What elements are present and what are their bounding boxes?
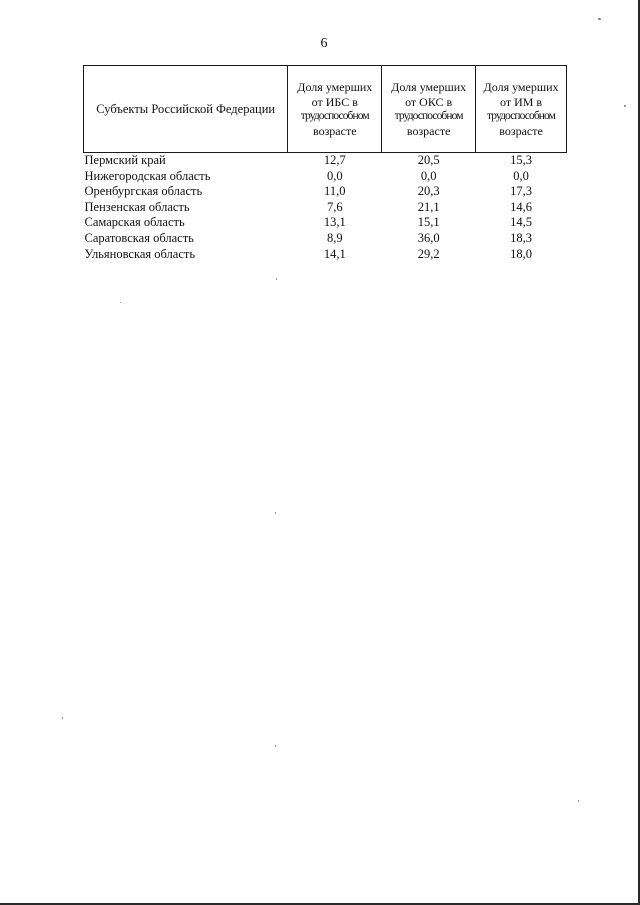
- ibs-cell: 14,1: [323, 246, 346, 261]
- scan-speck: [598, 18, 601, 20]
- oks-cell: 20,3: [417, 184, 440, 199]
- header-line: от ИМ в: [499, 94, 543, 109]
- oks-cell: 0,0: [420, 168, 437, 183]
- mortality-table: [83, 65, 567, 262]
- scan-speck: [62, 717, 63, 719]
- header-line: Доля умерших: [297, 80, 373, 94]
- header-ibs: [288, 66, 382, 153]
- im-cell: 15,3: [510, 153, 532, 167]
- header-line: трудоспособном: [487, 110, 556, 122]
- ibs-cell: 11,0: [324, 184, 346, 199]
- region-cell: Ульяновская область: [84, 246, 196, 261]
- table-row: [84, 231, 567, 247]
- ibs-cell: 8,9: [326, 230, 343, 245]
- table-row: [84, 184, 567, 200]
- region-cell: Нижегородская область: [84, 168, 211, 183]
- im-cell: 17,3: [510, 184, 532, 199]
- table-row: [84, 169, 567, 185]
- header-line: возрасте: [312, 123, 357, 138]
- region-cell: Самарская область: [84, 215, 185, 230]
- im-cell: 0,0: [513, 168, 529, 183]
- oks-cell: 15,1: [417, 215, 440, 230]
- im-cell: 14,6: [510, 199, 532, 214]
- oks-cell: 21,1: [417, 199, 440, 214]
- im-cell: 14,5: [510, 215, 532, 230]
- header-line: от ИБС в: [311, 94, 358, 109]
- oks-cell: 36,0: [417, 230, 440, 245]
- header-line: возрасте: [406, 123, 451, 138]
- header-oks: [382, 66, 476, 153]
- header-line: Доля умерших: [483, 80, 559, 94]
- table-row: [84, 200, 567, 216]
- scan-speck: [276, 278, 277, 280]
- oks-cell: 20,5: [417, 153, 440, 167]
- scan-speck: [624, 105, 626, 107]
- ibs-cell: 12,7: [323, 153, 346, 167]
- region-cell: Саратовская область: [84, 230, 194, 245]
- header-line: возрасте: [499, 123, 543, 138]
- header-line: трудоспособном: [394, 110, 463, 122]
- ibs-cell: 0,0: [326, 168, 343, 183]
- region-cell: Пермский край: [84, 153, 166, 167]
- ibs-cell: 13,1: [323, 215, 346, 230]
- header-line: трудоспособном: [300, 110, 369, 122]
- header-im: [476, 66, 567, 153]
- region-cell: Пензенская область: [84, 199, 190, 214]
- header-line: от ОКС в: [405, 94, 453, 109]
- table-row: [84, 153, 567, 169]
- ibs-cell: 7,6: [326, 199, 343, 214]
- region-cell: Оренбургская область: [84, 184, 203, 199]
- scan-speck: [275, 745, 276, 747]
- im-cell: 18,3: [510, 230, 532, 245]
- table-row: [84, 247, 567, 263]
- page-number: 6: [320, 36, 328, 51]
- table-row: [84, 215, 567, 231]
- scan-speck: [120, 302, 121, 303]
- header-region: Субъекты Российской Федерации: [84, 66, 288, 153]
- oks-cell: 29,2: [417, 246, 440, 261]
- im-cell: 18,0: [510, 246, 532, 261]
- header-line: Доля умерших: [391, 80, 467, 94]
- scan-speck: [578, 800, 579, 802]
- table-header-row: [84, 66, 567, 153]
- scan-speck: [275, 512, 276, 514]
